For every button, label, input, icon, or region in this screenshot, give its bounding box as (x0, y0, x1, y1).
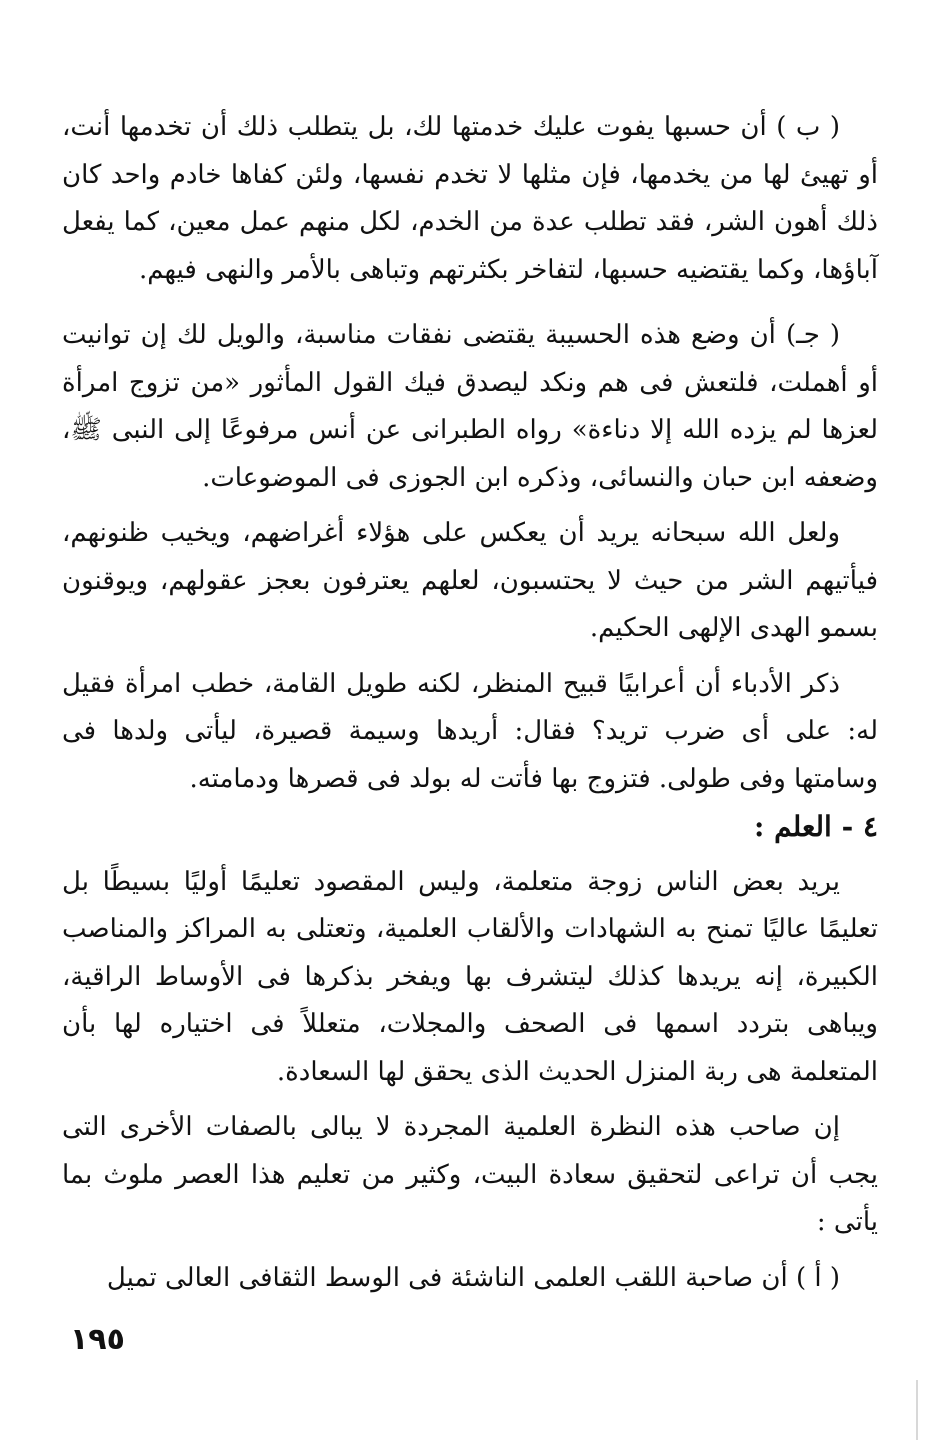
section-heading-knowledge: ٤ - العلم : (754, 810, 878, 843)
paragraph-jeem: ( جـ) أن وضع هذه الحسيبة يقتضى نفقات مناسبة، والويل لك إن توانيت أو أهملت، فلتعش فى هم ونكد ليصدق فيك القول المأثور «من تزوج امرأة لعزها لم يزده الله إلا دناءة» رواه الطبرانى عن أنس مرفوعًا إلى النبى ﷺ، وضعفه ابن حبان والنسائى، وذكره ابن الجوزى فى الموضوعات. (62, 320, 878, 493)
page-number: ١٩٥ (70, 1322, 125, 1357)
paragraph-b: ( ب ) أن حسبها يفوت عليك خدمتها لك، بل يتطلب ذلك أن تخدمها أنت، أو تهيئ لها من يخدمها، فإن مثلها لا تخدم نفسها، ولئن كفاها خادم واحد كان ذلك أهون الشر، فقد تطلب عدة من الخدم، لكل منهم عمل معين، كما يفعل آباؤها، وكما يقتضيه حسبها، لتفاخر بكثرتهم وتباهى بالأمر والنهى فيهم. (62, 112, 878, 285)
paragraph-pure-scientific-view: إن صاحب هذه النظرة العلمية المجردة لا يبالى بالصفات الأخرى التى يجب أن تراعى لتحقيق سعادة البيت، وكثير من تعليم هذا العصر ملوث بما يأتى : (62, 1112, 878, 1237)
scan-edge-mark (916, 1380, 918, 1440)
paragraph-educated-wife: يريد بعض الناس زوجة متعلمة، وليس المقصود تعليمًا أوليًا بسيطًا بل تعليمًا عاليًا تمنح به الشهادات والألقاب العلمية، وتعتلى به المراكز والمناصب الكبيرة، إنه يريدها كذلك ليتشرف بها ويفخر بذكرها فى الأوساط الراقية، ويباهى بتردد اسمها فى الصحف والمجلات، متعللاً فى اختياره لها بأن المتعلمة هى ربة المنزل الحديث الذى يحقق لها السعادة. (62, 866, 878, 1087)
paragraph-allah-reverses: ولعل الله سبحانه يريد أن يعكس على هؤلاء أغراضهم، ويخيب ظنونهم، فيأتيهم الشر من حيث لا يحتسبون، لعلهم يعترفون بعجز عقولهم، ويوقنون بسمو الهدى الإلهى الحكيم. (62, 518, 878, 643)
paragraph-bedouin-anecdote: ذكر الأدباء أن أعرابيًا قبيح المنظر، لكنه طويل القامة، خطب امرأة فقيل له: على أى ضرب تريد؟ فقال: أريدها وسيمة قصيرة، ليأتى ولدها فى وسامتها وفى طولى. فتزوج بها فأتت له بولد فى قصرها ودمامته. (62, 668, 878, 794)
paragraph-alif: ( أ ) أن صاحبة اللقب العلمى الناشئة فى الوسط الثقافى العالى تميل (106, 1262, 840, 1293)
page-body (62, 104, 878, 1302)
